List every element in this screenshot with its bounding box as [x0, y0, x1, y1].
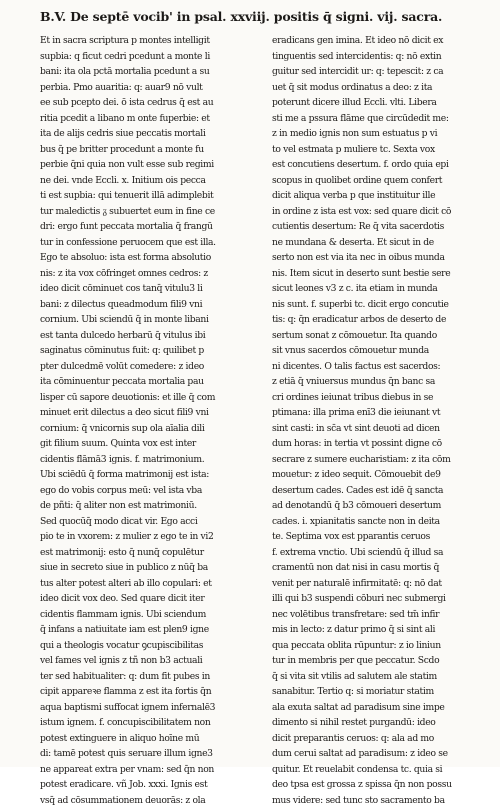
- text-line: ita de alijs cedris siue peccatis mortali: [40, 126, 256, 142]
- text-line: ne mundana & deserta. Et sicut in de: [272, 235, 488, 251]
- text-line: bani: z dilectus queadmodum fili9 vni: [40, 297, 256, 313]
- text-line: ne dei. vnde Eccli. x. Initium ois pecca: [40, 173, 256, 189]
- text-line: sertum sonat z cōmouetur. Ita quando: [272, 328, 488, 344]
- text-line: cades. i. xpianitatis sancte non in deita: [272, 514, 488, 530]
- text-line: nis: z ita vox cōfringet omnes cedros: z: [40, 266, 256, 282]
- text-line: potest extinguere in aliquo hoīne mū: [40, 731, 256, 747]
- text-line: Sed quocūq̄ modo dicat vir. Ego acci: [40, 514, 256, 530]
- running-title: B.V. De septē vocib' in psal. xxviij. positis q̄ signi. vij. sacra.: [40, 6, 496, 28]
- text-line: ptimana: illa prima enī3 die ieiunant vt: [272, 405, 488, 421]
- text-line: pio te in vxorem: z mulier z ego te in vi2: [40, 529, 256, 545]
- text-line: supbia: q ficut cedri pcedunt a monte li: [40, 49, 256, 65]
- text-line: ala exuta saltat ad paradisum sine impe: [272, 700, 488, 716]
- text-line: dum horas: in tertia vt possint digne cō: [272, 436, 488, 452]
- text-line: ni dicentes. O talis factus est sacerdos:: [272, 359, 488, 375]
- text-line: vel fames vel ignis z tñ non b3 actuali: [40, 653, 256, 669]
- left-text-column: [40, 33, 260, 757]
- text-line: sint casti: in sc̄a vt sint deuoti ad dicen: [272, 421, 488, 437]
- text-line: ad denotandū q̄ b3 cōmoueri desertum: [272, 498, 488, 514]
- text-line: to vel estmata p muliere tc. Sexta vox: [272, 142, 488, 158]
- text-line: ter sed habitualiter: q: dum fit pubes in: [40, 669, 256, 685]
- text-line: secrare z sumere eucharistiam: z ita cōm: [272, 452, 488, 468]
- text-line: q̄ infans a natiuitate iam est plen9 igne: [40, 622, 256, 638]
- text-line: dri: ergo funt peccata mortalia q̄ frangū: [40, 219, 256, 235]
- text-line: est concutiens desertum. f. ordo quia epi: [272, 157, 488, 173]
- text-line: serto non est via ita nec in oibus munda: [272, 250, 488, 266]
- text-line: ita cōminuentur peccata mortalia pau: [40, 374, 256, 390]
- text-line: nec volētibus transfretare: sed tm̄ infir: [272, 607, 488, 623]
- text-line: z in medio ignis non sum estuatus p vi: [272, 126, 488, 142]
- text-line: desertum cades. Cades est idē q̄ sancta: [272, 483, 488, 499]
- text-line: mouetur: z ideo sequit. Cōmouebit de9: [272, 467, 488, 483]
- text-line: guitur sed intercidit ur: q: tepescit: z ca: [272, 64, 488, 80]
- text-line: cramentū non dat nisi in casu mortis q̄: [272, 560, 488, 576]
- text-line: minuet erit dilectus a deo sicut fili9 vni: [40, 405, 256, 421]
- text-line: illi qui b3 suspendi cōburi nec submergi: [272, 591, 488, 607]
- text-line: ne appareat extra per vnam: sed q̄n non: [40, 762, 256, 778]
- text-line: scopus in quolibet ordine quem confert: [272, 173, 488, 189]
- text-line: ideo dicit cōminuet cos tanq̄ vitulu3 li: [40, 281, 256, 297]
- text-line: git filium suum. Quinta vox est inter: [40, 436, 256, 452]
- text-line: Et in sacra scriptura p montes intelligit: [40, 33, 256, 49]
- text-line: perbie q̄ni quia non vult esse sub regimi: [40, 157, 256, 173]
- text-line: tur in confessione peruocem que est illa.: [40, 235, 256, 251]
- text-line: ti est supbia: qui tenuerit illā adimplebit: [40, 188, 256, 204]
- text-line: dicit preparantis ceruos: q: ala ad mo: [272, 731, 488, 747]
- text-line: est tanta dulcedo herbarū q̄ vitulus ibi: [40, 328, 256, 344]
- text-line: cutientis desertum: Re q̄ vita sacerdotis: [272, 219, 488, 235]
- text-line: tinguentis sed intercidentis: q: nō extin: [272, 49, 488, 65]
- text-line: q̄ si vita sit vtilis ad salutem ale statim: [272, 669, 488, 685]
- text-line: cri ordines ieiunat tribus diebus in se: [272, 390, 488, 406]
- text-line: pter dulcedmē volūt comedere: z ideo: [40, 359, 256, 375]
- text-line: cidentis flāmā3 ignis. f. matrimonium.: [40, 452, 256, 468]
- text-line: sti me a pssura flāme que circūdedit me:: [272, 111, 488, 127]
- text-line: nis. Item sicut in deserto sunt bestie sere: [272, 266, 488, 282]
- text-line: saginatus cōminutus fuit: q: quilibet p: [40, 343, 256, 359]
- text-line: qua peccata oblita rūpuntur: z io liniun: [272, 638, 488, 654]
- text-line: qui a theologis vocatur ꝯcupiscibilitas: [40, 638, 256, 654]
- text-line: aqua baptismi suffocat ignem infernalē3: [40, 700, 256, 716]
- text-line: Ubi sciēdū q̄ forma matrimonij est ista:: [40, 467, 256, 483]
- text-line: istum ignem. f. concupiscibilitatem non: [40, 715, 256, 731]
- text-line: eradicans gen imina. Et ideo nō dicit ex: [272, 33, 488, 49]
- text-line: bani: ita ola pctā mortalia pcedunt a su: [40, 64, 256, 80]
- text-line: vsq̄ ad cōsummationem deuorās: z ola: [40, 793, 256, 808]
- text-line: cornium: q̄ vnicornis sup ola aīalia dili: [40, 421, 256, 437]
- text-line: mis in lecto: z datur primo q̄ si sint ali: [272, 622, 488, 638]
- text-line: cornium. Ubi sciendū q̄ in monte libani: [40, 312, 256, 328]
- text-line: uet q̄ sit modus ordinatus a deo: z ita: [272, 80, 488, 96]
- text-line: f. extrema vnctio. Ubi sciendū q̄ illud sa: [272, 545, 488, 561]
- text-line: tur maledictis ᵹ subuertet eum in fine ce: [40, 204, 256, 220]
- text-line: sit vnus sacerdos cōmouetur munda: [272, 343, 488, 359]
- text-line: bus q̄ pe britter procedunt a monte fu: [40, 142, 256, 158]
- text-line: z etiā q̄ vniuersus mundus q̄n banc sa: [272, 374, 488, 390]
- text-line: de pñti: q̄ aliter non est matrimoniū.: [40, 498, 256, 514]
- text-line: Ego te absoluo: ista est forma absolutio: [40, 250, 256, 266]
- text-line: siue in secreto siue in publico z nūq̄ ba: [40, 560, 256, 576]
- text-line: di: tamē potest quis seruare illum igne3: [40, 746, 256, 762]
- text-line: ee sub pcepto dei. ō ista cedrus q̄ est au: [40, 95, 256, 111]
- text-line: tur in membris per que peccatur. Scdo: [272, 653, 488, 669]
- text-line: quitur. Et reuelabit condensa tc. quia si: [272, 762, 488, 778]
- text-line: cipit appareꝛe flamma z est ita fortis q̄n: [40, 684, 256, 700]
- text-line: ego do vobis corpus meū: vel ista vba: [40, 483, 256, 499]
- text-line: deo tpsa est grossa z spissa q̄n non possu: [272, 777, 488, 793]
- text-line: perbia. Pmo auaritia: q: auar9 nō vult: [40, 80, 256, 96]
- text-line: sanabitur. Tertio q: si moriatur statim: [272, 684, 488, 700]
- text-line: poterunt dicere illud Eccli. vlti. Libera: [272, 95, 488, 111]
- text-line: mus videre: sed tunc sto sacramento ba: [272, 793, 488, 808]
- text-line: lisper cū sapore deuotionis: et ille q̄ com: [40, 390, 256, 406]
- text-line: te. Septima vox est pparantis ceruos: [272, 529, 488, 545]
- text-line: venit per naturalē infirmitatē: q: nō dat: [272, 576, 488, 592]
- text-line: est matrimonij: esto q̄ nunq̄ copulētur: [40, 545, 256, 561]
- text-line: cidentis flammam ignis. Ubi sciendum: [40, 607, 256, 623]
- text-line: ideo dicit vox deo. Sed quare dicit iter: [40, 591, 256, 607]
- text-line: ritia pcedit a libano m onte fuperbie: et: [40, 111, 256, 127]
- text-line: nis sunt. f. superbi tc. dicit ergo concutie: [272, 297, 488, 313]
- right-text-column: [272, 33, 492, 757]
- text-line: potest eradicare. vñ Job. xxxi. Ignis est: [40, 777, 256, 793]
- text-line: tus alter potest alteri ab illo copulari: et: [40, 576, 256, 592]
- text-line: dum cerui saltat ad paradisum: z ideo se: [272, 746, 488, 762]
- text-line: dicit aliqua verba p que instituitur ille: [272, 188, 488, 204]
- text-line: tis: q: q̄n eradicatur arbos de deserto de: [272, 312, 488, 328]
- text-line: sicut leones v3 z c. ita etiam in munda: [272, 281, 488, 297]
- text-line: in ordine z ista est vox: sed quare dicit cō: [272, 204, 488, 220]
- text-line: dimento si nihil restet purgandū: ideo: [272, 715, 488, 731]
